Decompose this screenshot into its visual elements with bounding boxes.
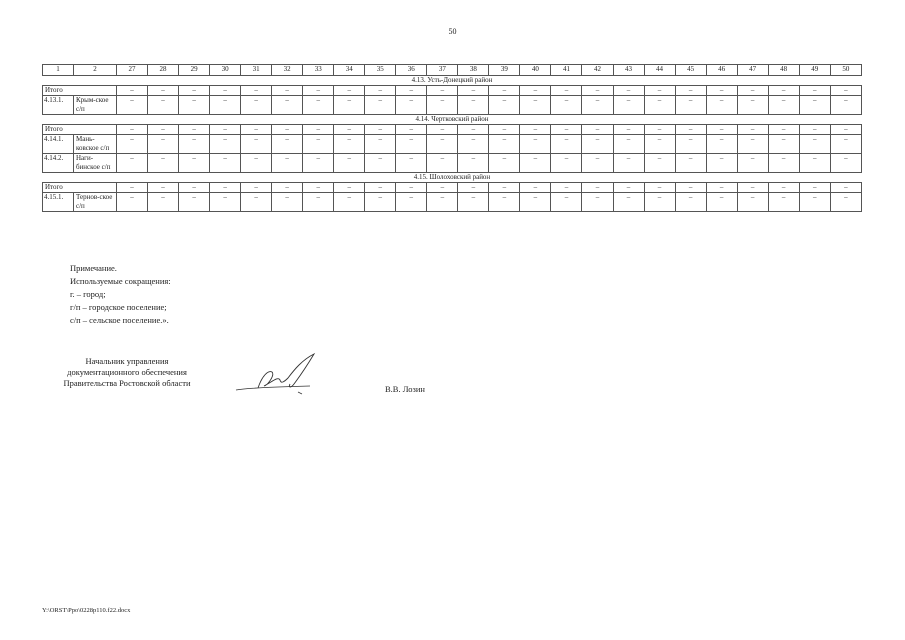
table-cell: – xyxy=(334,193,365,212)
table-cell: – xyxy=(520,135,551,154)
table-cell: – xyxy=(489,193,520,212)
table-cell: – xyxy=(768,135,799,154)
column-header: 47 xyxy=(737,65,768,76)
table-cell: – xyxy=(148,183,179,193)
column-header: 1 xyxy=(43,65,74,76)
table-cell: – xyxy=(117,96,148,115)
table-cell: – xyxy=(644,125,675,135)
table-cell: – xyxy=(520,183,551,193)
table-cell: – xyxy=(737,135,768,154)
column-header: 31 xyxy=(241,65,272,76)
column-header: 28 xyxy=(148,65,179,76)
table-cell: – xyxy=(365,154,396,173)
note-line: г/п – городское поселение; xyxy=(70,302,167,312)
table-cell: – xyxy=(334,96,365,115)
table-cell: – xyxy=(706,154,737,173)
table-cell: – xyxy=(148,135,179,154)
table-cell: – xyxy=(613,125,644,135)
table-cell: – xyxy=(427,154,458,173)
section-row xyxy=(43,173,862,183)
table-cell: – xyxy=(210,96,241,115)
table-cell: – xyxy=(613,193,644,212)
note-line: г. – город; xyxy=(70,289,106,299)
table-cell: – xyxy=(117,154,148,173)
table-cell: – xyxy=(768,125,799,135)
row-name: Крым-ское с/п xyxy=(74,96,117,115)
table-cell: – xyxy=(458,154,489,173)
table-cell: – xyxy=(365,183,396,193)
section-title: 4.13. Усть-Донецкий район xyxy=(43,76,862,86)
signatory-position xyxy=(42,356,212,389)
table-cell: – xyxy=(334,154,365,173)
table-cell: – xyxy=(427,125,458,135)
row-code: 4.15.1. xyxy=(43,193,74,212)
note-line: Используемые сокращения: xyxy=(70,276,171,286)
table-cell: – xyxy=(303,125,334,135)
table-cell: – xyxy=(272,154,303,173)
table-cell: – xyxy=(551,193,582,212)
table-cell: – xyxy=(117,193,148,212)
data-table xyxy=(42,64,862,212)
column-header: 43 xyxy=(613,65,644,76)
column-header: 40 xyxy=(520,65,551,76)
table-cell: – xyxy=(644,86,675,96)
row-code: 4.13.1. xyxy=(43,96,74,115)
table-cell: – xyxy=(799,96,830,115)
table-cell: – xyxy=(675,86,706,96)
column-header: 30 xyxy=(210,65,241,76)
row-name: Наги-бинское с/п xyxy=(74,154,117,173)
table-cell: – xyxy=(830,135,861,154)
column-header: 36 xyxy=(396,65,427,76)
table-cell: – xyxy=(675,125,706,135)
table-cell: – xyxy=(489,183,520,193)
table-row xyxy=(43,135,862,154)
table-cell: – xyxy=(272,96,303,115)
table-cell: – xyxy=(179,135,210,154)
column-header: 33 xyxy=(303,65,334,76)
table-cell: – xyxy=(582,96,613,115)
table-cell: – xyxy=(644,96,675,115)
table-cell: – xyxy=(210,183,241,193)
table-cell: – xyxy=(768,183,799,193)
table-cell: – xyxy=(396,193,427,212)
column-header: 38 xyxy=(458,65,489,76)
table-cell: – xyxy=(489,86,520,96)
table-cell: – xyxy=(241,193,272,212)
table-cell: – xyxy=(830,86,861,96)
table-cell: – xyxy=(830,193,861,212)
table-cell: – xyxy=(582,135,613,154)
table-cell: – xyxy=(148,154,179,173)
table-cell: – xyxy=(613,96,644,115)
column-header: 39 xyxy=(489,65,520,76)
table-cell: – xyxy=(365,86,396,96)
total-row xyxy=(43,183,862,193)
table-cell: – xyxy=(458,96,489,115)
table-cell: – xyxy=(396,154,427,173)
table-cell: – xyxy=(799,135,830,154)
table-cell: – xyxy=(520,96,551,115)
handwritten-signature xyxy=(228,352,323,402)
column-header: 37 xyxy=(427,65,458,76)
column-header: 34 xyxy=(334,65,365,76)
table-cell: – xyxy=(582,86,613,96)
column-header: 44 xyxy=(644,65,675,76)
table-cell: – xyxy=(179,86,210,96)
row-name: Мань-ковское с/п xyxy=(74,135,117,154)
table-cell: – xyxy=(830,125,861,135)
table-cell: – xyxy=(241,183,272,193)
section-title: 4.15. Шолоховский район xyxy=(43,173,862,183)
table-cell: – xyxy=(272,125,303,135)
column-header: 41 xyxy=(551,65,582,76)
table-cell: – xyxy=(210,154,241,173)
table-cell: – xyxy=(644,183,675,193)
column-header: 27 xyxy=(117,65,148,76)
table-cell: – xyxy=(179,193,210,212)
table-cell: – xyxy=(799,183,830,193)
table-cell: – xyxy=(644,154,675,173)
table-cell: – xyxy=(706,86,737,96)
file-path: Y:\ORST\Ppo\0228p110.f22.docx xyxy=(42,607,131,614)
table-cell: – xyxy=(272,193,303,212)
table-cell: – xyxy=(210,193,241,212)
table-cell: – xyxy=(768,193,799,212)
table-row xyxy=(43,193,862,212)
table-cell: – xyxy=(613,135,644,154)
table-cell: – xyxy=(241,154,272,173)
table-cell: – xyxy=(427,86,458,96)
column-header: 29 xyxy=(179,65,210,76)
header-row xyxy=(43,65,862,76)
table-cell: – xyxy=(458,86,489,96)
total-label: Итого xyxy=(43,183,117,193)
table-cell: – xyxy=(551,183,582,193)
table-cell: – xyxy=(148,96,179,115)
table-cell: – xyxy=(427,96,458,115)
table-cell: – xyxy=(303,154,334,173)
table-cell: – xyxy=(334,125,365,135)
total-label: Итого xyxy=(43,86,117,96)
position-line: Начальник управления xyxy=(85,356,169,366)
table-cell: – xyxy=(458,125,489,135)
row-code: 4.14.1. xyxy=(43,135,74,154)
position-line: Правительства Ростовской области xyxy=(63,378,191,388)
table-cell: – xyxy=(737,125,768,135)
column-header: 48 xyxy=(768,65,799,76)
table-cell: – xyxy=(489,154,520,173)
table-cell: – xyxy=(520,86,551,96)
column-header: 42 xyxy=(582,65,613,76)
table-cell: – xyxy=(551,125,582,135)
table-cell: – xyxy=(706,125,737,135)
table-cell: – xyxy=(675,96,706,115)
table-cell: – xyxy=(148,193,179,212)
table-cell: – xyxy=(179,96,210,115)
table-cell: – xyxy=(799,86,830,96)
table-cell: – xyxy=(582,125,613,135)
table-cell: – xyxy=(272,86,303,96)
table-row xyxy=(43,96,862,115)
table-body xyxy=(43,65,862,212)
table-cell: – xyxy=(365,125,396,135)
table-cell: – xyxy=(675,135,706,154)
table-cell: – xyxy=(489,135,520,154)
table-cell: – xyxy=(334,135,365,154)
table-cell: – xyxy=(303,86,334,96)
table-cell: – xyxy=(613,86,644,96)
table-cell: – xyxy=(582,183,613,193)
page-number: 50 xyxy=(448,27,457,36)
table-cell: – xyxy=(458,193,489,212)
table-cell: – xyxy=(241,125,272,135)
table-cell: – xyxy=(768,154,799,173)
table-cell: – xyxy=(551,154,582,173)
table-cell: – xyxy=(644,135,675,154)
table-cell: – xyxy=(179,154,210,173)
column-header: 45 xyxy=(675,65,706,76)
table-cell: – xyxy=(241,135,272,154)
table-cell: – xyxy=(148,86,179,96)
table-cell: – xyxy=(799,125,830,135)
table-cell: – xyxy=(117,135,148,154)
table-cell: – xyxy=(613,183,644,193)
table-cell: – xyxy=(830,96,861,115)
column-header: 46 xyxy=(706,65,737,76)
table-cell: – xyxy=(458,135,489,154)
table-cell: – xyxy=(737,154,768,173)
table-cell: – xyxy=(551,96,582,115)
table-cell: – xyxy=(737,183,768,193)
table-cell: – xyxy=(210,125,241,135)
table-cell: – xyxy=(582,154,613,173)
section-row xyxy=(43,115,862,125)
table-cell: – xyxy=(210,135,241,154)
table-cell: – xyxy=(489,125,520,135)
table-cell: – xyxy=(551,135,582,154)
table-cell: – xyxy=(396,125,427,135)
table-cell: – xyxy=(706,193,737,212)
note-block xyxy=(70,262,171,327)
table-cell: – xyxy=(396,135,427,154)
section-row xyxy=(43,76,862,86)
table-cell: – xyxy=(675,183,706,193)
table-cell: – xyxy=(799,154,830,173)
table-cell: – xyxy=(272,135,303,154)
table-cell: – xyxy=(706,135,737,154)
row-code: 4.14.2. xyxy=(43,154,74,173)
table-cell: – xyxy=(551,86,582,96)
table-cell: – xyxy=(396,96,427,115)
table-cell: – xyxy=(303,193,334,212)
column-header: 50 xyxy=(830,65,861,76)
table-cell: – xyxy=(830,154,861,173)
table-cell: – xyxy=(241,96,272,115)
table-cell: – xyxy=(737,86,768,96)
row-name: Тернов-ское с/п xyxy=(74,193,117,212)
table-cell: – xyxy=(520,193,551,212)
table-cell: – xyxy=(644,193,675,212)
table-cell: – xyxy=(179,125,210,135)
table-cell: – xyxy=(768,86,799,96)
table-cell: – xyxy=(117,125,148,135)
table-cell: – xyxy=(396,86,427,96)
table-cell: – xyxy=(427,183,458,193)
column-header: 49 xyxy=(799,65,830,76)
table-cell: – xyxy=(613,154,644,173)
table-cell: – xyxy=(706,96,737,115)
table-cell: – xyxy=(241,86,272,96)
table-cell: – xyxy=(799,193,830,212)
table-cell: – xyxy=(582,193,613,212)
table-cell: – xyxy=(489,96,520,115)
table-cell: – xyxy=(768,96,799,115)
table-cell: – xyxy=(303,135,334,154)
table-cell: – xyxy=(365,193,396,212)
total-label: Итого xyxy=(43,125,117,135)
note-line: с/п – сельское поселение.». xyxy=(70,315,169,325)
table-cell: – xyxy=(210,86,241,96)
table-cell: – xyxy=(179,183,210,193)
table-cell: – xyxy=(520,154,551,173)
table-cell: – xyxy=(365,135,396,154)
table-cell: – xyxy=(520,125,551,135)
table-cell: – xyxy=(117,183,148,193)
table-cell: – xyxy=(830,183,861,193)
table-row xyxy=(43,154,862,173)
section-title: 4.14. Чертковский район xyxy=(43,115,862,125)
table-cell: – xyxy=(675,193,706,212)
table-cell: – xyxy=(117,86,148,96)
table-cell: – xyxy=(334,86,365,96)
column-header: 32 xyxy=(272,65,303,76)
column-header: 2 xyxy=(74,65,117,76)
table-cell: – xyxy=(303,183,334,193)
table-cell: – xyxy=(427,135,458,154)
table-cell: – xyxy=(427,193,458,212)
table-cell: – xyxy=(272,183,303,193)
table-cell: – xyxy=(396,183,427,193)
table-cell: – xyxy=(148,125,179,135)
note-title: Примечание. xyxy=(70,263,117,273)
table-cell: – xyxy=(334,183,365,193)
table-cell: – xyxy=(365,96,396,115)
total-row xyxy=(43,86,862,96)
position-line: документационного обеспечения xyxy=(67,367,187,377)
total-row xyxy=(43,125,862,135)
table-cell: – xyxy=(458,183,489,193)
table-cell: – xyxy=(737,96,768,115)
table-cell: – xyxy=(706,183,737,193)
column-header: 35 xyxy=(365,65,396,76)
table-cell: – xyxy=(737,193,768,212)
table-cell: – xyxy=(303,96,334,115)
signer-name: В.В. Лозин xyxy=(385,384,425,394)
table-cell: – xyxy=(675,154,706,173)
